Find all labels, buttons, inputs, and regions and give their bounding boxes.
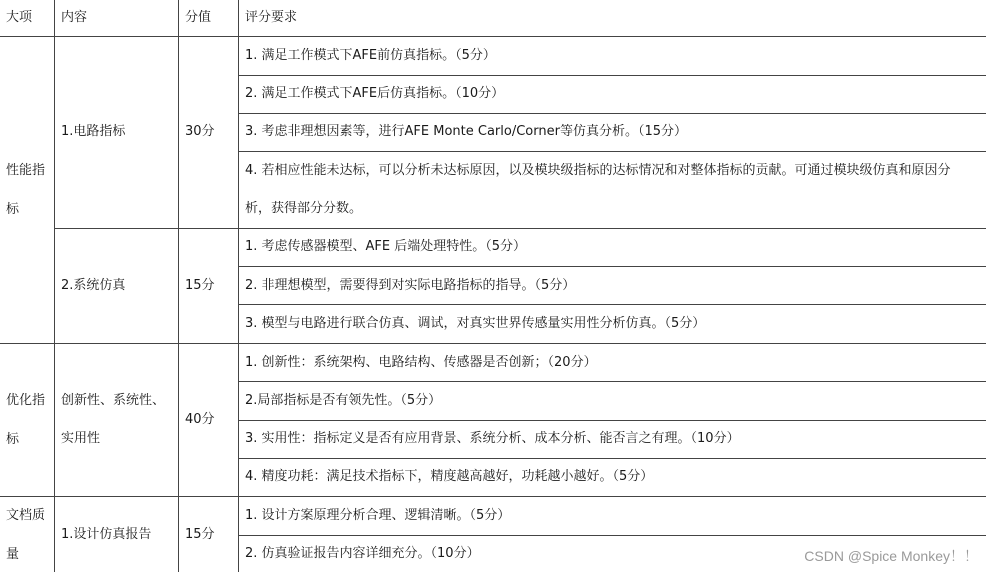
requirement-item: 2. 满足工作模式下AFE后仿真指标。（10分） xyxy=(245,86,505,101)
score-cell: 30分 xyxy=(185,124,215,139)
requirement-item: 1. 设计方案原理分析合理、逻辑清晰。（5分） xyxy=(245,508,511,523)
row-divider xyxy=(0,36,986,37)
requirement-item: 2. 仿真验证报告内容详细充分。（10分） xyxy=(245,546,480,561)
requirement-item: 1. 满足工作模式下AFE前仿真指标。（5分） xyxy=(245,48,496,63)
col-divider xyxy=(178,0,179,572)
requirement-item: 1. 创新性：系统架构、电路结构、传感器是否创新；（20分） xyxy=(245,355,597,370)
content-cell-line: 实用性 xyxy=(61,431,101,446)
row-divider xyxy=(238,458,986,459)
row-divider xyxy=(238,266,986,267)
col-divider xyxy=(54,0,55,572)
score-cell: 40分 xyxy=(185,412,215,427)
requirement-item: 3. 模型与电路进行联合仿真、调试，对真实世界传感量实用性分析仿真。（5分） xyxy=(245,316,706,331)
major-cell-line: 标 xyxy=(6,432,20,447)
major-cell-line: 标 xyxy=(6,202,20,217)
header-requirements: 评分要求 xyxy=(245,10,298,25)
requirement-item: 4. 若相应性能未达标，可以分析未达标原因，以及模块级指标的达标情况和对整体指标的贡献。可通过模块级仿真和原因分 xyxy=(245,163,951,178)
score-cell: 15分 xyxy=(185,527,215,542)
row-divider xyxy=(0,343,986,344)
watermark: CSDN @Spice Monkey！！ xyxy=(804,548,978,564)
requirement-item: 1. 考虑传感器模型、AFE 后端处理特性。（5分） xyxy=(245,239,527,254)
requirement-item: 4. 精度功耗：满足技术指标下，精度越高越好，功耗越小越好。（5分） xyxy=(245,469,654,484)
row-divider xyxy=(238,381,986,382)
content-cell: 1.电路指标 xyxy=(61,124,126,139)
requirement-item: 2.局部指标是否有领先性。（5分） xyxy=(245,393,442,408)
row-divider xyxy=(238,304,986,305)
header-content: 内容 xyxy=(61,10,88,25)
requirement-item: 3. 实用性：指标定义是否有应用背景、系统分析、成本分析、能否言之有理。（10分） xyxy=(245,431,740,446)
content-cell: 1.设计仿真报告 xyxy=(61,527,152,542)
major-cell-line: 优化指 xyxy=(6,393,46,408)
row-divider xyxy=(54,228,986,229)
major-cell-line: 性能指 xyxy=(6,163,46,178)
requirement-item: 2. 非理想模型，需要得到对实际电路指标的指导。（5分） xyxy=(245,278,576,293)
requirement-item: 析，获得部分分数。 xyxy=(245,201,363,216)
row-divider xyxy=(238,113,986,114)
content-cell-line: 创新性、系统性、 xyxy=(61,393,166,408)
row-divider xyxy=(238,75,986,76)
row-divider xyxy=(0,496,986,497)
row-divider xyxy=(238,151,986,152)
row-divider xyxy=(238,420,986,421)
major-cell-line: 量 xyxy=(6,547,20,562)
content-cell: 2.系统仿真 xyxy=(61,278,126,293)
requirement-item: 3. 考虑非理想因素等，进行AFE Monte Carlo/Corner等仿真分析。（15分） xyxy=(245,124,687,139)
header-score: 分值 xyxy=(185,10,212,25)
row-divider xyxy=(238,535,986,536)
major-cell-line: 文档质 xyxy=(6,508,46,523)
header-major: 大项 xyxy=(6,10,33,25)
score-cell: 15分 xyxy=(185,278,215,293)
col-divider xyxy=(238,0,239,572)
